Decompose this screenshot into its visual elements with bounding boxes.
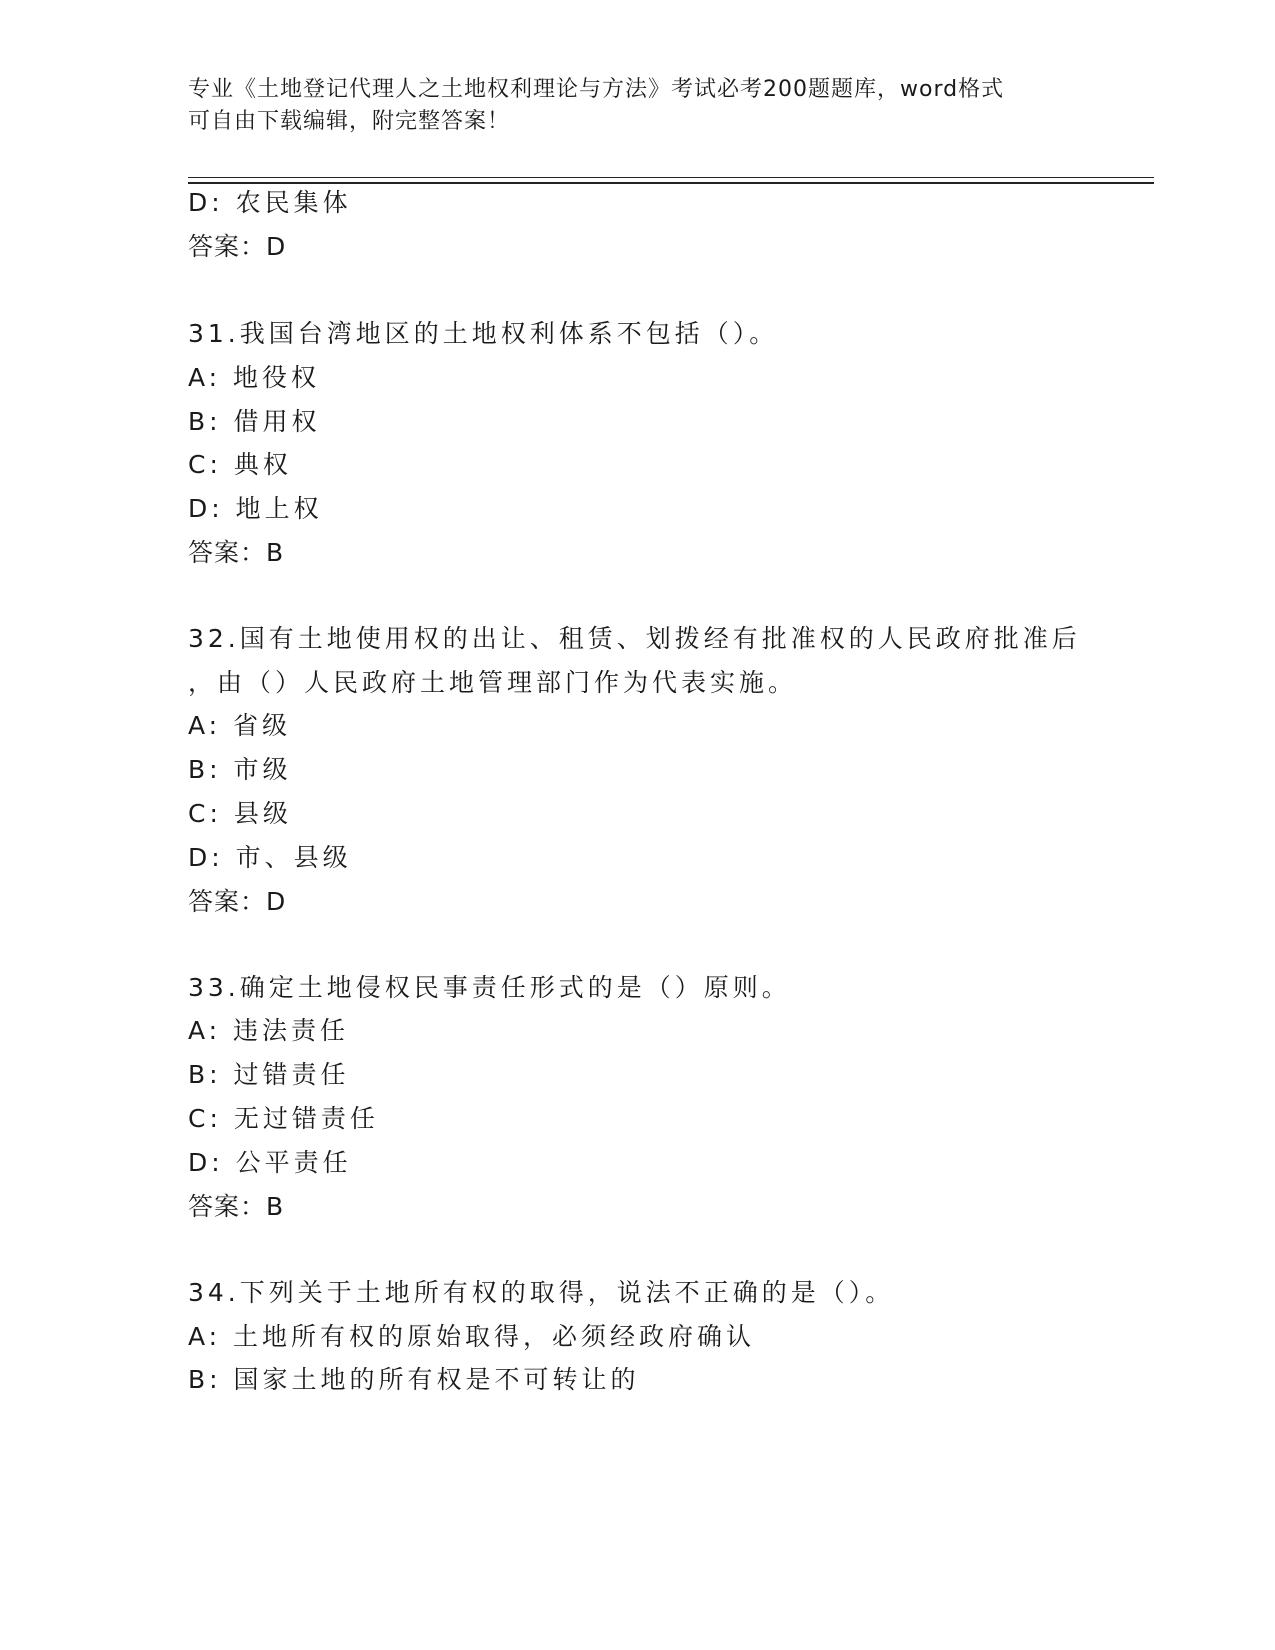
q30-answer: 答案：D	[188, 232, 287, 261]
q33-answer: 答案：B	[188, 1192, 285, 1221]
q33-question: 33.确定土地侵权民事责任形式的是（）原则。	[188, 973, 791, 1002]
header-line-1: 专业《土地登记代理人之土地权利理论与方法》考试必考200题题库，word格式	[188, 77, 1005, 102]
q34-option-a: A: 土地所有权的原始取得，必须经政府确认	[188, 1322, 756, 1351]
q31-question: 31.我国台湾地区的土地权利体系不包括（）。	[188, 319, 779, 348]
q32-option-d: D: 市、县级	[188, 843, 352, 872]
q31-option-d: D: 地上权	[188, 494, 323, 523]
header-divider-thick	[188, 182, 1154, 184]
q33-option-a: A: 违法责任	[188, 1016, 350, 1045]
q31-answer: 答案：B	[188, 538, 285, 567]
q31-option-b: B: 借用权	[188, 407, 321, 436]
q34-question: 34.下列关于土地所有权的取得，说法不正确的是（）。	[188, 1278, 895, 1307]
q30-option-d: D: 农民集体	[188, 188, 352, 217]
q33-option-d: D: 公平责任	[188, 1148, 352, 1177]
header-divider-thin	[188, 177, 1154, 178]
q32-answer: 答案：D	[188, 887, 287, 916]
q31-option-c: C: 典权	[188, 450, 292, 479]
q32-question-line-1: 32.国有土地使用权的出让、租赁、划拨经有批准权的人民政府批准后	[188, 624, 1081, 653]
q32-option-a: A: 省级	[188, 711, 292, 740]
q32-option-c: C: 县级	[188, 799, 292, 828]
q32-option-b: B: 市级	[188, 755, 292, 784]
q32-question-line-2: ，由（）人民政府土地管理部门作为代表实施。	[188, 668, 798, 697]
document-header	[188, 74, 1088, 138]
q33-option-b: B: 过错责任	[188, 1060, 350, 1089]
q34-option-b: B: 国家土地的所有权是不可转让的	[188, 1365, 640, 1394]
q31-option-a: A: 地役权	[188, 363, 321, 392]
q33-option-c: C: 无过错责任	[188, 1104, 379, 1133]
header-line-2: 可自由下载编辑，附完整答案！	[188, 109, 511, 134]
